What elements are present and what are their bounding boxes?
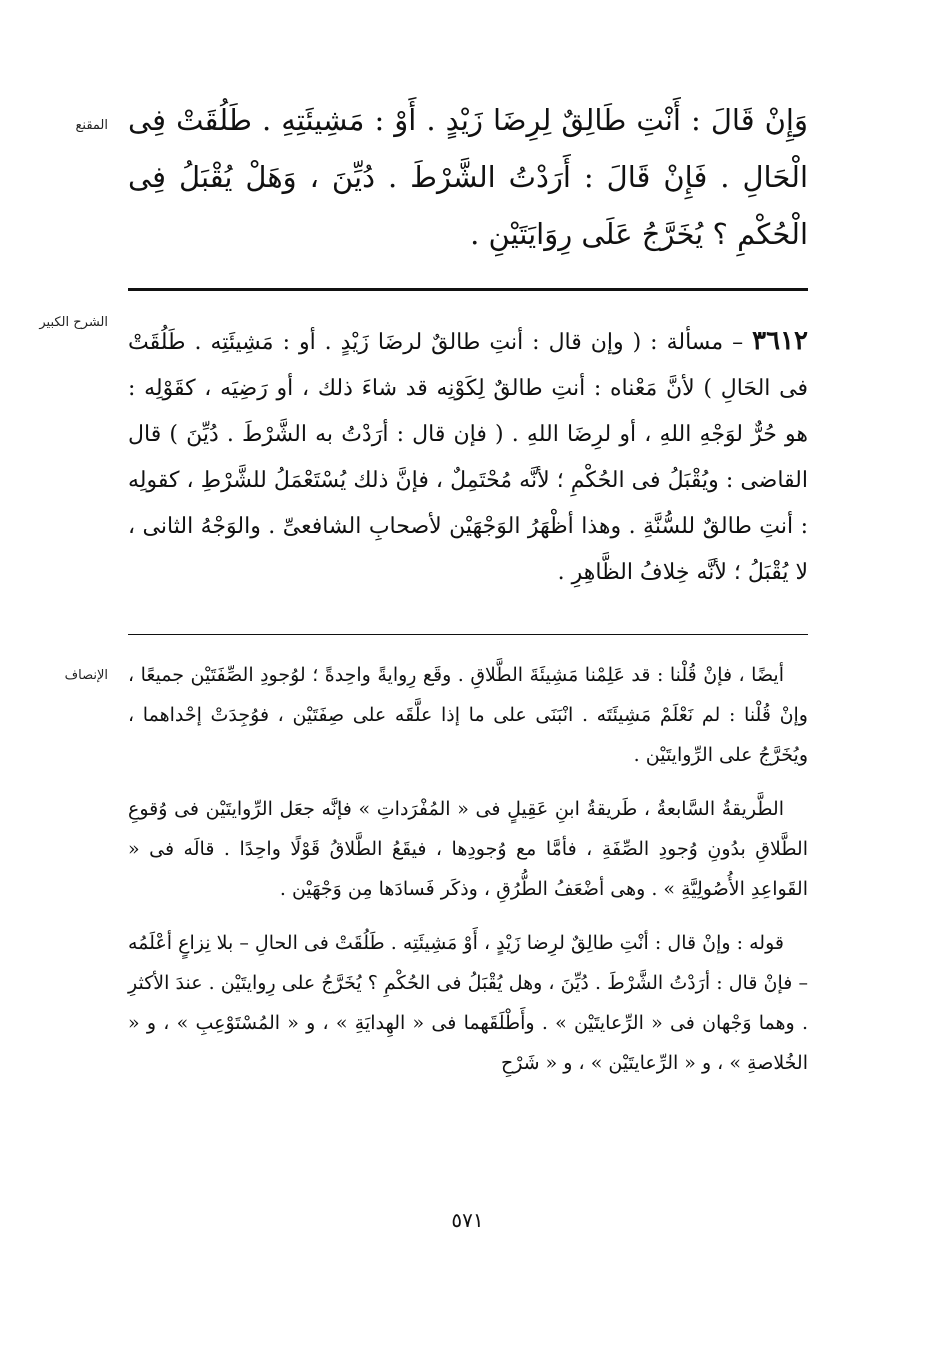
insaf-body bbox=[128, 655, 808, 1097]
sharh-text: – مسألة : ( وإن قال : أنتِ طالقٌ لرضَا زَيْدٍ . أو : مَشِيئَتِه . طَلُقَتْ فى الحَالِ ) لأنَّ مَعْناه : أنتِ طالقٌ لِكَوْنِه قد شاءَ ذلك ، أو رَضِيَه ، كقَوْلِه : هو حُرٌّ لوَجْهِ اللهِ ، أو لرِضَا اللهِ . ( فإن قال : أرَدْتُ به الشَّرْطَ . دُيِّنَ ) قال القاضى : ويُقْبَلُ فى الحُكْمِ ؛ لأنَّه مُحْتَمِلٌ ، فإنَّ ذلك يُسْتَعْمَلُ للشَّرْطِ ، كقولِه : أنتِ طالقٌ للسُّنَّةِ . وهذا أظْهَرُ الوَجْهَيْن لأصحابِ الشافعىِّ . والوَجْهُ الثانى ، لا يُقْبَلُ ؛ لأنَّه خِلافُ الظَّاهِرِ . bbox=[128, 330, 808, 585]
insaf-paragraph: الطَّريقةُ السَّابعةُ ، طَريقةُ ابنِ عَقِيلٍ فى « المُفْرَداتِ » فإنَّه جعَل الرِّوايتَيْن فى وُقوعِ الطَّلاقِ بدُونِ وُجودِ الصِّفَةِ ، فأمَّا مع وُجودِها ، فيقَعُ الطَّلاقُ قَوْلًا واحِدًا . قالَه فى « القَواعِدِ الأُصُولِيَّةِ » . وهى أضْعَفُ الطُّرُقِ ، وذكَر فَسادَها مِن وَجْهَيْن . bbox=[128, 798, 808, 900]
insaf-label: الإنصاف bbox=[64, 668, 108, 683]
muqni-label: المقنع bbox=[75, 118, 108, 133]
muqni-text: وَإِنْ قَالَ : أَنْتِ طَالِقٌ لِرِضَا زَيْدٍ . أَوْ : مَشِيئَتِهِ . طَلُقَتْ فِى الْحَالِ . فَإِنْ قَالَ : أَرَدْتُ الشَّرْطَ . دُيِّنَ ، وَهَلْ يُقْبَلُ فِى الْحُكْمِ ؟ يُخَرَّجُ عَلَى رِوَايَتَيْنِ . bbox=[128, 103, 808, 251]
insaf-paragraph: قوله : وإنْ قال : أنْتِ طالِقٌ لرِضا زَيْدٍ ، أَوْ مَشِيئَتِه . طَلُقَتْ فى الحالِ – بلا نِزاعٍ أعْلَمُه – فإنْ قال : أرَدْتُ الشَّرْطَ . دُيِّنَ ، وهل يُقْبَلُ فى الحُكْمِ ؟ يُخَرَّجُ على رِوايتَيْن . عندَ الأكثرِ . وهما وَجْهان فى « الرِّعايتَيْن » . وأَطْلَقَهما فى « الهِدايَةِ » ، و « المُسْتَوْعِبِ » ، و « الخُلاصةِ » ، و « الرِّعايتَيْن » ، و « شَرْحِ bbox=[128, 932, 808, 1074]
page-number: ٥٧١ bbox=[451, 1208, 484, 1232]
insaf-paragraph: أيضًا ، فإنْ قُلْنا : قد عَلِمْنا مَشِيئَةَ الطَّلاقِ . وقَع رِوايةً واحِدةً ؛ لوُجودِ الصِّفَتَيْن جميعًا ، وإنْ قُلْنا : لم نَعْلَمْ مَشِيئَتَه . انْبَنَى على ما إذا علَّقَه على صِفَتَيْن ، فوُجِدَتْ إحْداهما ، ويُخَرَّجُ على الرِّوايتَيْن . bbox=[128, 664, 808, 766]
section-divider-thick bbox=[128, 288, 808, 291]
sharh-body bbox=[128, 318, 808, 596]
sharh-label: الشرح الكبير bbox=[39, 315, 108, 330]
issue-number: ٣٦١٢ bbox=[752, 326, 808, 356]
section-divider-thin bbox=[128, 634, 808, 635]
